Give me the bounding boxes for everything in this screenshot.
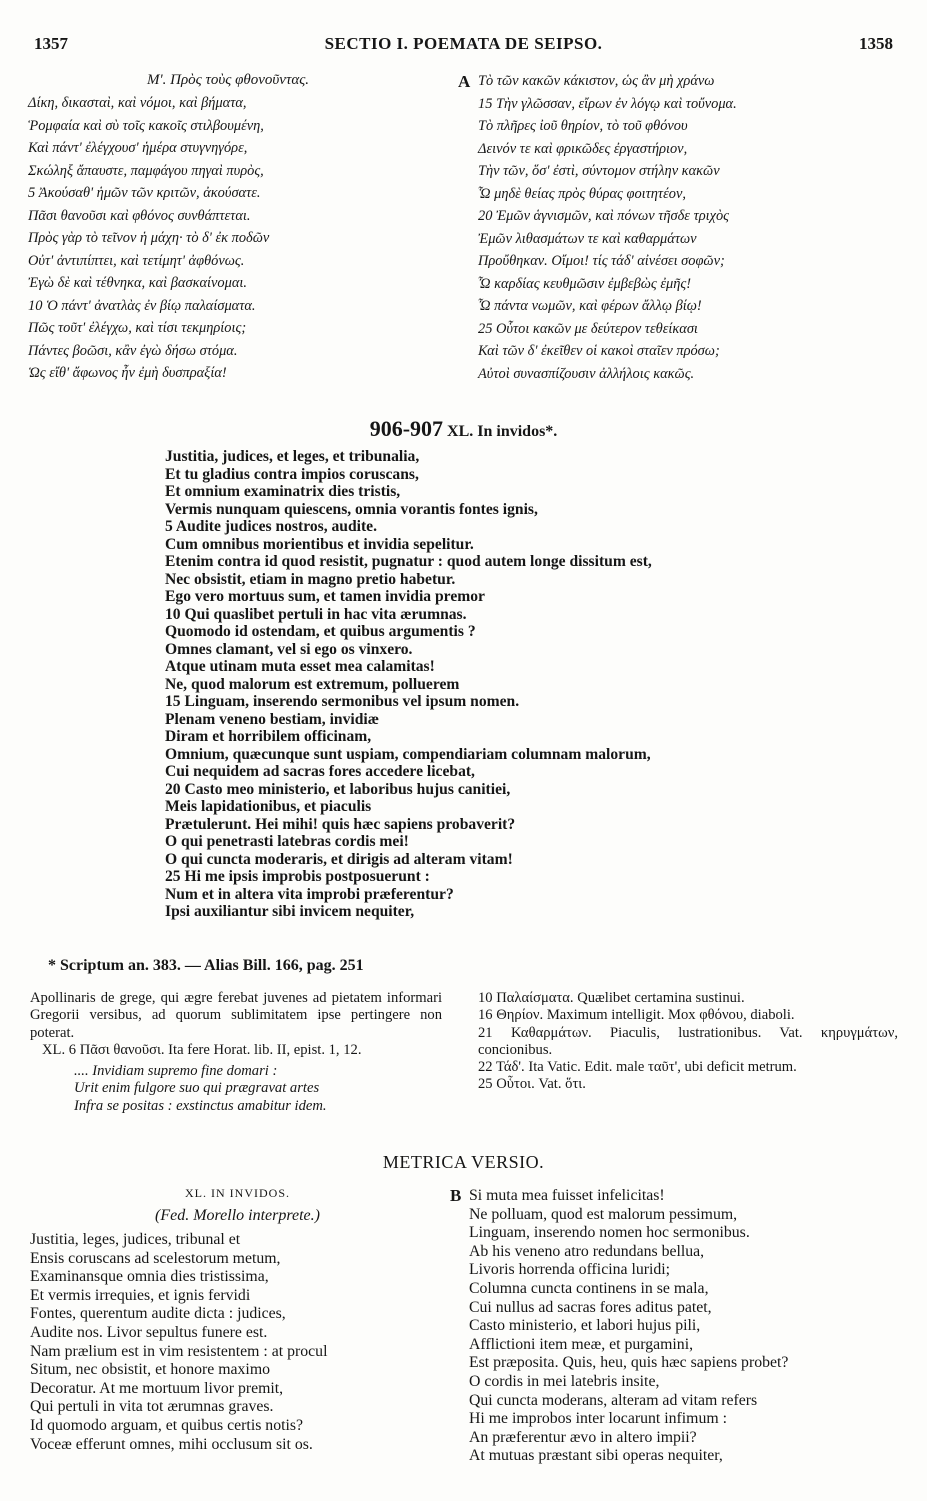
latin-prose-line: Omnes clamant, vel si ego os vinxero. (165, 640, 413, 658)
note-6: XL. 6 Πᾶσι θανοῦσι. Ita fere Horat. lib. II, epist. 1, 12. (42, 1041, 362, 1058)
latin-prose-line: Plenam veneno bestiam, invidiæ (165, 710, 379, 728)
horace-quote (30, 1063, 442, 1115)
metrica-verse-line: Ab his veneno atro redundans bellua, (469, 1242, 705, 1260)
greek-verse-line: Ὧ μηδὲ θείας πρὸς θύρας φοιτητέον, (478, 185, 686, 202)
latin-prose-line: Ipsi auxiliantur sibi invicem nequiter, (165, 903, 415, 920)
latin-prose-line: 20 Casto meo ministerio, et laboribus hujus canitiei, (165, 780, 511, 798)
metrica-verse-line: Justitia, leges, judices, tribunal et (30, 1231, 241, 1248)
latin-translation (165, 448, 885, 921)
notes-left (30, 990, 442, 1115)
notes-right (466, 990, 898, 1094)
metrica-verse-line: Ensis coruscans ad scelestorum metum, (30, 1249, 281, 1267)
metrica-verse-line: Ne polluam, quod est malorum pessimum, (469, 1205, 738, 1223)
metrica-verse-line: Qui pertuli in vita tot ærumnas graves. (30, 1398, 274, 1416)
greek-right-lines (478, 70, 898, 385)
column-number: 906-907 (369, 416, 444, 441)
metrica-right-lines (469, 1187, 899, 1466)
metrica-verse-line: Qui cuncta moderans, alteram ad vitam refers (469, 1391, 758, 1409)
note-item: 10 Παλαίσματα. Quælibet certamina sustinui. (478, 990, 745, 1006)
latin-prose-line: O qui penetrasti latebras cordis mei! (165, 833, 409, 850)
notes-paragraph: Apollinaris de grege, qui ægre ferebat juvenes ad pietatem informari Gregorii versibus, ad quorum sublimitatem ipse pertingere non poterat. (30, 990, 442, 1041)
latin-prose-line: Num et in altera vita improbi præferentur? (165, 885, 454, 903)
greek-verse-line: Αὐτοὶ συνασπίζουσιν ἀλλήλοις κακῶς. (478, 365, 695, 382)
greek-title: Μ'. Πρὸς τοὺς φθονοῦντας. (146, 72, 310, 88)
metrica-verse-line: An præferentur ævo in altero impii? (469, 1428, 697, 1446)
metrica-right-column (469, 1187, 899, 1466)
latin-prose-line: Meis lapidationibus, et piaculis (165, 798, 372, 815)
metrica-verse-line: Est præposita. Quis, heu, quis hæc sapiens probet? (469, 1354, 789, 1372)
latin-prose-line: O qui cuncta moderaris, et dirigis ad alteram vitam! (165, 850, 513, 868)
metrica-subtitle: (Fed. Morello interprete.) (155, 1207, 320, 1224)
greek-verse-line: 5 Ἀκούσαθ' ἡμῶν τῶν κριτῶν, ἀκούσατε. (28, 185, 261, 201)
latin-prose-line: 5 Audite judices nostros, audite. (165, 518, 377, 535)
greek-verse-line: Καὶ πάντ' ἐλέγχουσ' ἡμέρα στυγνηγόρε, (28, 140, 248, 156)
greek-left-column (28, 68, 428, 385)
quote-line: Urit enim fulgore suo qui prægravat artes (74, 1080, 320, 1097)
quote-line: Infra se positas : exstinctus amabitur idem. (74, 1097, 327, 1114)
latin-prose-line: Justitia, judices, et leges, et tribunalia, (165, 448, 420, 465)
greek-verse-line: Καὶ τῶν δ' ἐκεῖθεν οἱ κακοὶ σταῖεν πρόσω; (478, 343, 720, 359)
metrica-verse-line: Fontes, querentum audite dicta : judices, (30, 1305, 286, 1323)
latin-prose-line: Atque utinam muta esset mea calamitas! (165, 658, 435, 675)
greek-verse-line: Ἐμῶν λιθασμάτων τε καὶ καθαρμάτων (478, 230, 697, 247)
latin-prose-line: Ego vero mortuus sum, et tamen invidia premor (165, 588, 485, 605)
greek-left-lines (28, 92, 428, 385)
greek-verse-line: Δεινόν τε καὶ φρικῶδες ἐργαστήριον, (478, 140, 688, 157)
metrica-heading: METRICA VERSIO. (382, 1152, 545, 1172)
latin-prose-line: Diram et horribilem officinam, (165, 728, 372, 745)
greek-verse-line: Δίκη, δικασταὶ, καὶ νόμοι, καὶ βήματα, (28, 95, 247, 111)
metrica-verse-line: Afflictioni item meæ, et purgamini, (469, 1335, 694, 1353)
latin-prose-line: Cui nequidem ad sacras fores accedere licebat, (165, 763, 475, 780)
greek-verse-line: Πῶς τοῦτ' ἐλέγχω, καὶ τίσι τεκμηρίοις; (28, 320, 247, 336)
running-title: SECTIO I. POEMATA DE SEIPSO. (324, 34, 603, 53)
page-header (34, 34, 893, 58)
latin-lines (165, 448, 885, 921)
metrica-verse-line: O cordis in mei latebris insite, (469, 1372, 660, 1390)
note-item: 16 Θηρίον. Maximum intelligit. Mox φθόνου, diaboli. (478, 1007, 795, 1024)
footnote: * Scriptum an. 383. — Alias Bill. 166, pag. 251 (48, 957, 364, 974)
left-page-number: 1357 (34, 34, 68, 53)
latin-prose-line: Omnium, quæcunque sunt uspiam, compendiariam columnam malorum, (165, 745, 651, 763)
latin-prose-line: Vermis nunquam quiescens, omnia vorantis fontes ignis, (165, 500, 538, 518)
greek-verse-line: Ῥομφαία καὶ σὺ τοῖς κακοῖς στιλβουμένη, (28, 117, 264, 134)
greek-verse-line: 25 Οὗτοι κακῶν με δεύτερον τεθείκασι (478, 320, 698, 337)
margin-marker-b: B (450, 1186, 462, 1205)
metrica-verse-line: Voceæ efferunt omnes, mihi occlusum sit os. (30, 1435, 313, 1453)
latin-prose-line: 10 Qui quaslibet pertuli in hac vita ærumnas. (165, 605, 467, 623)
latin-title: XL. In invidos*. (447, 423, 558, 440)
latin-prose-line: Et omnium examinatrix dies tristis, (165, 483, 401, 500)
greek-verse-line: 20 Ἐμῶν ἁγνισμῶν, καὶ πόνων τῆσδε τριχὸς (478, 208, 729, 224)
metrica-verse-line: Linguam, inserendo nomen hoc sermonibus. (469, 1224, 750, 1242)
latin-prose-line: 15 Linguam, inserendo sermonibus vel ipsum nomen. (165, 693, 520, 710)
metrica-verse-line: Id quomodo arguam, et quibus certis notis? (30, 1416, 304, 1434)
metrica-verse-line: Situm, nec obsistit, et honore maximo (30, 1361, 271, 1379)
note-item: 21 Καθαρμάτων. Piaculis, lustrationibus. Vat. κηρυγμάτων, concionibus. (478, 1024, 898, 1058)
metrica-verse-line: At mutuas præstant sibi operas nequiter, (469, 1447, 723, 1465)
latin-prose-line: 25 Hi me ipsis improbis postposuerunt : (165, 868, 430, 885)
notes-right-list (466, 990, 898, 1094)
metrica-verse-line: Decoratur. At me mortuum livor premit, (30, 1379, 284, 1397)
latin-prose-line: Et tu gladius contra impios coruscans, (165, 465, 419, 483)
metrica-verse-line: Casto ministerio, et labori hujus pili, (469, 1317, 701, 1335)
greek-verse-line: Οὐτ' ἀντιπίπτει, καὶ τετίμητ' ἀφθόνως. (28, 252, 245, 269)
latin-prose-line: Nec obsistit, etiam in magno pretio habetur. (165, 570, 456, 588)
note-item: 25 Οὗτοι. Vat. ὅτι. (478, 1076, 586, 1093)
greek-verse-line: Ὦ καρδίας κευθμῶσιν ἐμβεβὼς ἐμῆς! (478, 275, 692, 292)
greek-verse-line: Τὸ πλῆρες ἰοῦ θηρίον, τὸ τοῦ φθόνου (478, 118, 688, 134)
greek-verse-line: Τὸ τῶν κακῶν κάκιστον, ὡς ἂν μὴ χράνω (478, 73, 715, 89)
metrica-verse-line: Nam prælium est in vim resistentem : at procul (30, 1342, 328, 1360)
greek-right-column (478, 70, 898, 385)
greek-verse-line: Προὔθηκαν. Οἴμοι! τίς τάδ' αἰνέσει σοφῶν; (478, 253, 725, 269)
latin-heading (0, 416, 927, 442)
metrica-verse-line: Cui nullus ad sacras fores aditus patet, (469, 1298, 712, 1316)
quote-line: .... Invidiam supremo fine domari : (74, 1063, 278, 1080)
greek-verse-line: Πᾶσι θανοῦσι καὶ φθόνος συνθάπτεται. (28, 207, 251, 224)
latin-prose-line: Etenim contra id quod resistit, pugnatur : quod autem longe dissitum est, (165, 553, 652, 570)
metrica-verse-line: Livoris horrenda officina luridi; (469, 1261, 671, 1279)
greek-verse-line: Πρὸς γὰρ τὸ τεῖνον ἡ μάχη· τὸ δ' ἐκ ποδῶν (28, 230, 270, 246)
metrica-left-column (30, 1186, 445, 1454)
greek-verse-line: Ὦ πάντα νωμῶν, καὶ φέρων ἄλλῳ βίῳ! (478, 298, 702, 314)
greek-verse-line: Τὴν τῶν, ὅσ' ἐστὶ, σύντομον στήλην κακῶν (478, 163, 720, 179)
latin-prose-line: Ne, quod malorum est extremum, polluerem (165, 675, 460, 693)
metrica-verse-line: Si muta mea fuisset infelicitas! (469, 1187, 665, 1204)
metrica-left-lines (30, 1231, 445, 1454)
latin-prose-line: Quomodo id ostendam, et quibus argumentis ? (165, 623, 476, 640)
greek-verse-line: Ἐγὼ δὲ καὶ τέθνηκα, καὶ βασκαίνομαι. (28, 275, 248, 291)
greek-verse-line: Σκώληξ ἄπαυστε, παμφάγου πηγαὶ πυρὸς, (28, 162, 264, 179)
metrica-verse-line: Examinansque omnia dies tristissima, (30, 1268, 269, 1286)
metrica-verse-line: Et vermis irrequies, et ignis fervidi (30, 1286, 251, 1304)
latin-prose-line: Prætulerunt. Hei mihi! quis hæc sapiens probaverit? (165, 815, 516, 833)
greek-verse-line: Ὡς εἴθ' ἄφωνος ἦν ἐμὴ δυσπραξία! (28, 365, 227, 381)
metrica-verse-line: Hi me improbos inter locarunt infimum : (469, 1410, 727, 1428)
margin-marker-a: A (458, 72, 471, 91)
greek-verse-line: Πάντες βοῶσι, κἂν ἐγὼ δήσω στόμα. (28, 342, 238, 359)
metrica-title: XL. IN INVIDOS. (185, 1186, 290, 1200)
note-item: 22 Τάδ'. Ita Vatic. Edit. male ταῦτ', ubi deficit metrum. (478, 1059, 797, 1076)
greek-verse-line: 10 Ὁ πάντ' ἀνατλὰς ἐν βίῳ παλαίσματα. (28, 297, 256, 314)
right-page-number: 1358 (859, 34, 893, 53)
greek-verse-line: 15 Τὴν γλῶσσαν, εἴρων ἐν λόγῳ καὶ τοὔνομα. (478, 95, 737, 112)
metrica-verse-line: Columna cuncta continens in se mala, (469, 1279, 709, 1297)
metrica-verse-line: Audite nos. Livor sepultus funere est. (30, 1323, 268, 1341)
latin-prose-line: Cum omnibus morientibus et invidia sepelitur. (165, 535, 474, 553)
